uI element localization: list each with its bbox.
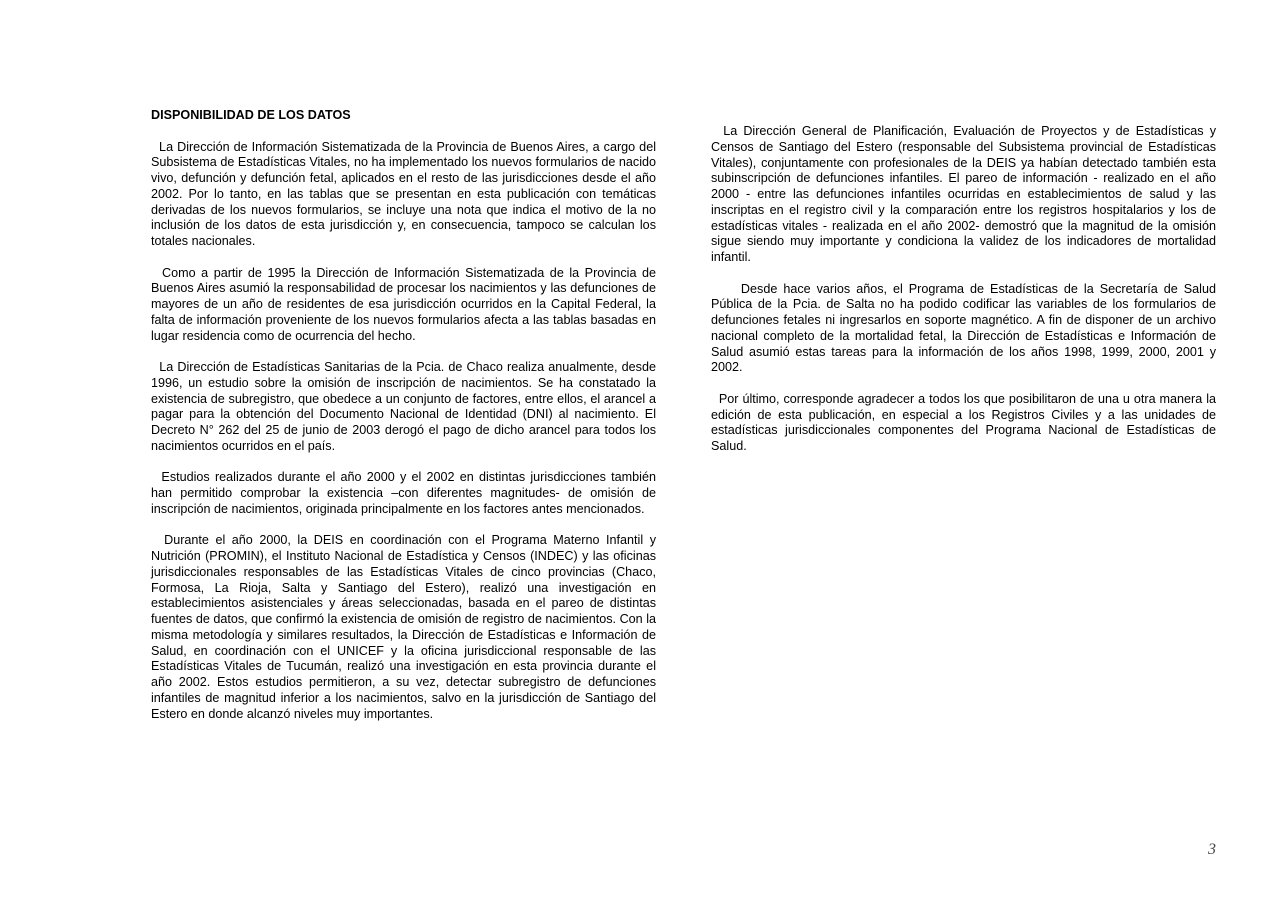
paragraph-salta-fetal: Desde hace varios años, el Programa de Estadísticas de la Secretaría de Salud Pública de la Pcia. de Salta no ha podido codificar las variables de los formularios de defunciones fetales ni ingresarlos en soporte magnético. A fin de disponer de un archivo nacional completo de la mortalidad fetal, la Dirección de Estadísticas e Información de Salud asumió estas tareas para la información de los años 1998, 1999, 2000, 2001 y 2002. — [711, 281, 1216, 375]
paragraph-chaco-study: La Dirección de Estadísticas Sanitarias de la Pcia. de Chaco realiza anualmente, desde 1996, un estudio sobre la omisión de inscripción de nacimientos. Se ha constatado la existencia de subregistro, que obedece a un conjunto de factores, entre ellos, el arancel a pagar para la obtención del Documento Nacional de Identidad (DNI) al nacimiento. El Decreto N° 262 del 25 de junio de 2003 derogó el pago de dicho arancel para todos los nacimientos ocurridos en el país. — [151, 360, 656, 453]
paragraph-buenos-aires-1995: Como a partir de 1995 la Dirección de Información Sistematizada de la Provincia de Buenos Aires asumió la responsabilidad de procesar los nacimientos y las defunciones de mayores de un año de residentes de esa jurisdicción ocurridos en la Capital Federal, la falta de información proveniente de los nuevos formularios afecta a las tablas basadas en lugar residencia como de ocurrencia del hecho. — [151, 265, 656, 343]
paragraph-studies-2000-2002: Estudios realizados durante el año 2000 y el 2002 en distintas jurisdicciones también han permitido comprobar la existencia –con diferentes magnitudes- de omisión de inscripción de nacimientos, originada principalmente en los factores antes mencionados. — [151, 470, 656, 516]
paragraph-deis-coordination: Durante el año 2000, la DEIS en coordinación con el Programa Materno Infantil y Nutrición (PROMIN), el Instituto Nacional de Estadística y Censos (INDEC) y las oficinas jurisdiccionales responsables de las Estadísticas Vitales de cinco provincias (Chaco, Formosa, La Rioja, Salta y Santiago del Estero), realizó una investigación en establecimientos asistenciales y áreas seleccionadas, basada en el pareo de distintas fuentes de datos, que confirmó la existencia de omisión de registro de nacimientos. Con la misma metodología y similares resultados, la Dirección de Estadísticas e Información de Salud, en coordinación con el UNICEF y la oficina jurisdiccional responsable de las Estadísticas Vitales de Tucumán, realizó una investigación en esta provincia durante el año 2002. Estos estudios permitieron, a su vez, detectar subregistro de defunciones infantiles de magnitud inferior a los nacimientos, salvo en la jurisdicción de Santiago del Estero en donde alcanzó niveles muy importantes. — [151, 533, 656, 721]
left-column — [151, 108, 656, 738]
paragraph-acknowledgements: Por último, corresponde agradecer a todos los que posibilitaron de una u otra manera la edición de esta publicación, en especial a los Registros Civiles y a las unidades de estadísticas jurisdiccionales componentes del Programa Nacional de Estadísticas de Salud. — [711, 391, 1216, 453]
right-column — [711, 124, 1216, 471]
paragraph-buenos-aires-forms: La Dirección de Información Sistematizada de la Provincia de Buenos Aires, a cargo del Subsistema de Estadísticas Vitales, no ha implementado los nuevos formularios de nacido vivo, defunción y defunción fetal, aplicados en el resto de las jurisdicciones desde el año 2002. Por lo tanto, en las tablas que se presentan en esta publicación con temáticas derivadas de los nuevos formularios, se incluye una nota que indica el motivo de la no inclusión de los datos de esta jurisdicción y, en consecuencia, tampoco se calculan los totales nacionales. — [151, 139, 656, 248]
page-number: 3 — [1208, 841, 1216, 858]
paragraph-santiago-del-estero: La Dirección General de Planificación, Evaluación de Proyectos y de Estadísticas y Censos de Santiago del Estero (responsable del Subsistema provincial de Estadísticas Vitales), conjuntamente con profesionales de la DEIS ya habían detectado también esta subinscripción de defunciones infantiles. El pareo de información - realizado en el año 2000 - entre las defunciones infantiles ocurridas en establecimientos de salud y las inscriptas en el registro civil y la comparación entre los registros hospitalarios y los de estadísticas vitales - realizada en el año 2002- demostró que la magnitud de la omisión sigue siendo muy importante y condiciona la validez de los indicadores de mortalidad infantil. — [711, 124, 1216, 264]
section-heading: DISPONIBILIDAD DE LOS DATOS — [151, 108, 351, 122]
